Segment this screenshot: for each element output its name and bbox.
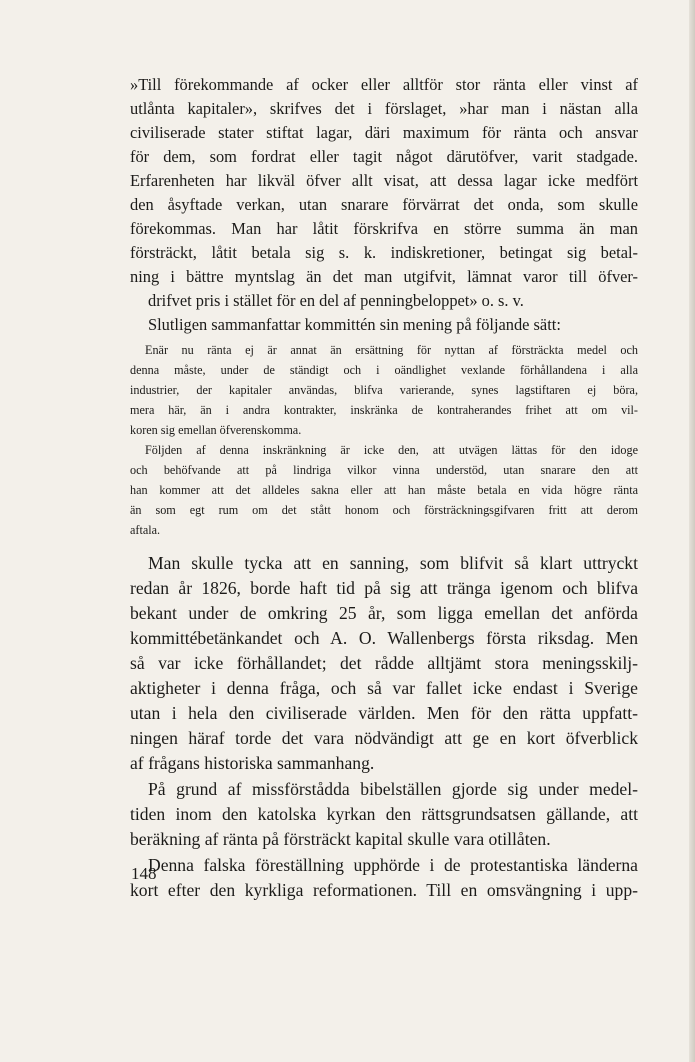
- text-line: än som egt rum om det stått honom och försträckningsgifvaren fritt att derom: [130, 503, 638, 517]
- text-line: Följden af denna inskränkning är icke den, att utvägen lättas för den idoge: [145, 443, 638, 457]
- page-number: 148: [131, 864, 157, 883]
- text-line: »Till förekommande af ocker eller alltför stor ränta eller vinst af: [130, 75, 638, 94]
- text-line: Slutligen sammanfattar kommittén sin mening på följande sätt:: [148, 315, 561, 334]
- text-line: den åsyftade verkan, utan snarare förvärrat det onda, som skulle: [130, 195, 638, 214]
- text-line: beräkning af ränta på försträckt kapital skulle vara otillåten.: [130, 829, 551, 849]
- text-line: civiliserade stater stiftat lagar, däri maximum för ränta och ansvar: [130, 123, 638, 142]
- text-line: aftala.: [130, 523, 161, 537]
- text-line: Enär nu ränta ej är annat än ersättning för nyttan af försträckta medel och: [145, 343, 638, 357]
- text-line: redan år 1826, borde haft tid på sig att tränga igenom och blifva: [130, 578, 638, 598]
- text-line: för dem, som fordrat eller tagit något därutöfver, varit stadgade.: [130, 147, 638, 166]
- text-line: Denna falska föreställning upphörde i de protestantiska länderna: [148, 855, 638, 875]
- text-line: så var icke förhållandet; det rådde alltjämt stora meningsskilj-: [130, 653, 638, 673]
- text-line: drifvet pris i stället för en del af penningbeloppet» o. s. v.: [148, 291, 524, 310]
- text-line: denna måste, under de ständigt och i oändlighet vexlande förhållandena i alla: [130, 363, 638, 377]
- page-edge-shadow: [689, 0, 695, 1062]
- text-line: koren sig emellan öfverenskomma.: [130, 423, 302, 437]
- text-line: försträckt, låtit betala sig s. k. indiskretioner, betingat sig betal-: [130, 243, 638, 262]
- text-line: industrier, der kapitaler användas, blifva varierande, synes lagstiftaren ej böra,: [130, 383, 638, 397]
- text-line: utlånta kapitaler», skrifves det i förslaget, »har man i nästan alla: [130, 99, 638, 118]
- text-line: han kommer att det alldeles sakna eller att han måste betala en vida högre ränta: [130, 483, 638, 497]
- text-line: Man skulle tycka att en sanning, som blifvit så klart uttryckt: [148, 553, 638, 573]
- text-line: På grund af missförstådda bibelställen gjorde sig under medel-: [148, 779, 638, 799]
- text-line: bekant under de omkring 25 år, som ligga emellan det anförda: [130, 603, 638, 623]
- text-line: ning i bättre myntslag än det man utgifvit, lämnat varor till öfver-: [130, 267, 638, 286]
- text-line: tiden inom den katolska kyrkan den rättsgrundsatsen gällande, att: [130, 804, 638, 824]
- text-line: ningen häraf torde det vara nödvändigt att ge en kort öfverblick: [130, 728, 638, 748]
- text-line: förekommas. Man har låtit förskrifva en större summa än man: [130, 219, 638, 238]
- text-line: och behöfvande att på lindriga vilkor vinna understöd, utan snarare den att: [130, 463, 638, 477]
- text-line: mera här, än i andra kontrakter, inskränka de kontraherandes frihet att om vil-: [130, 403, 638, 417]
- text-line: Erfarenheten har likväl öfver allt visat, att dessa lagar icke medfört: [130, 171, 638, 190]
- text-line: aktigheter i denna fråga, och så var fallet icke endast i Sverige: [130, 678, 638, 698]
- text-line: kort efter den kyrkliga reformationen. Till en omsvängning i upp-: [130, 880, 638, 900]
- text-line: kommittébetänkandet och A. O. Wallenbergs första riksdag. Men: [130, 628, 638, 648]
- text-line: utan i hela den civiliserade världen. Men för den rätta uppfatt-: [130, 703, 638, 723]
- text-line: af frågans historiska sammanhang.: [130, 753, 375, 773]
